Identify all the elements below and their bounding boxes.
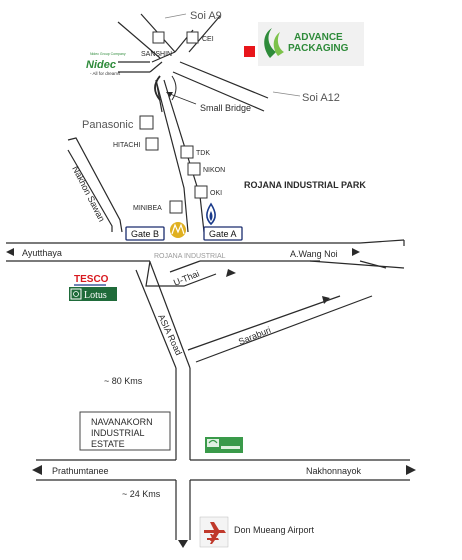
airport-icon [200, 517, 228, 547]
navanakorn-line-2: INDUSTRIAL [91, 428, 145, 438]
gate-a [204, 227, 242, 240]
distance-80-kms: ~ 80 Kms [104, 376, 143, 386]
advance-packaging-logo [258, 22, 364, 66]
building-oki [195, 186, 222, 198]
lower-roads [136, 261, 386, 540]
label-don-mueang-airport: Don Mueang Airport [234, 525, 315, 535]
tesco-text: TESCO [74, 274, 109, 285]
building-tdk [181, 146, 210, 158]
label-soi-a9: Soi A9 [190, 10, 222, 22]
nidec-tagline: - All for dreams [90, 71, 121, 76]
navanakorn-line-1: NAVANAKORN [91, 417, 153, 427]
label-sanshin: SANSHIN [141, 51, 173, 58]
gate-b-label: Gate B [131, 229, 160, 239]
bank-logo-icon [170, 222, 186, 238]
label-nakhonnayok: Nakhonnayok [306, 466, 362, 476]
label-nikon: NIKON [203, 167, 226, 174]
label-rojana-industrial-park: ROJANA INDUSTRIAL PARK [244, 180, 366, 190]
lotus-text: Lotus [84, 290, 107, 301]
location-marker-icon [244, 46, 255, 57]
advance-logo-line-1: ADVANCE [294, 32, 343, 43]
label-panasonic: Panasonic [82, 119, 134, 131]
building-minibea [133, 201, 182, 213]
navanakorn-line-3: ESTATE [91, 439, 125, 449]
label-a-wang-noi: A.Wang Noi [290, 249, 338, 259]
label-small-bridge: Small Bridge [200, 103, 252, 113]
distance-24-kms: ~ 24 Kms [122, 489, 161, 499]
gate-b [126, 227, 164, 240]
label-asia-road: ASIA Road [156, 312, 184, 357]
label-minibea: MINIBEA [133, 205, 162, 212]
tesco-lotus-logo [69, 271, 117, 301]
label-soi-a12: Soi A12 [302, 92, 340, 104]
label-u-thai: U-Thai [172, 268, 201, 288]
label-ayutthaya: Ayutthaya [22, 248, 62, 258]
label-prathumtanee: Prathumtanee [52, 466, 109, 476]
label-tdk: TDK [196, 150, 210, 157]
label-nakhon-sawan: Nakhon Sawan [70, 164, 107, 224]
advance-logo-line-2: PACKAGING [288, 43, 349, 54]
label-saraburi: Saraburi [237, 324, 273, 347]
building-cei [187, 32, 214, 43]
navanakorn-estate [80, 412, 170, 450]
gate-a-label: Gate A [209, 229, 237, 239]
north-streets [118, 14, 268, 112]
label-hitachi: HITACHI [113, 142, 141, 149]
label-cei: CEI [202, 36, 214, 43]
label-rojana-industrial: ROJANA INDUSTRIAL [154, 253, 226, 260]
building-hitachi [113, 138, 158, 150]
green-estate-logo-icon [205, 437, 243, 453]
nidec-group-text: Nidec Group Company [90, 52, 126, 56]
nidec-logo [86, 52, 126, 76]
building-nikon [188, 163, 225, 175]
nidec-name: Nidec [86, 59, 116, 71]
label-oki: OKI [210, 190, 223, 197]
fuel-station-icon [207, 204, 215, 224]
building-panasonic [82, 116, 153, 131]
